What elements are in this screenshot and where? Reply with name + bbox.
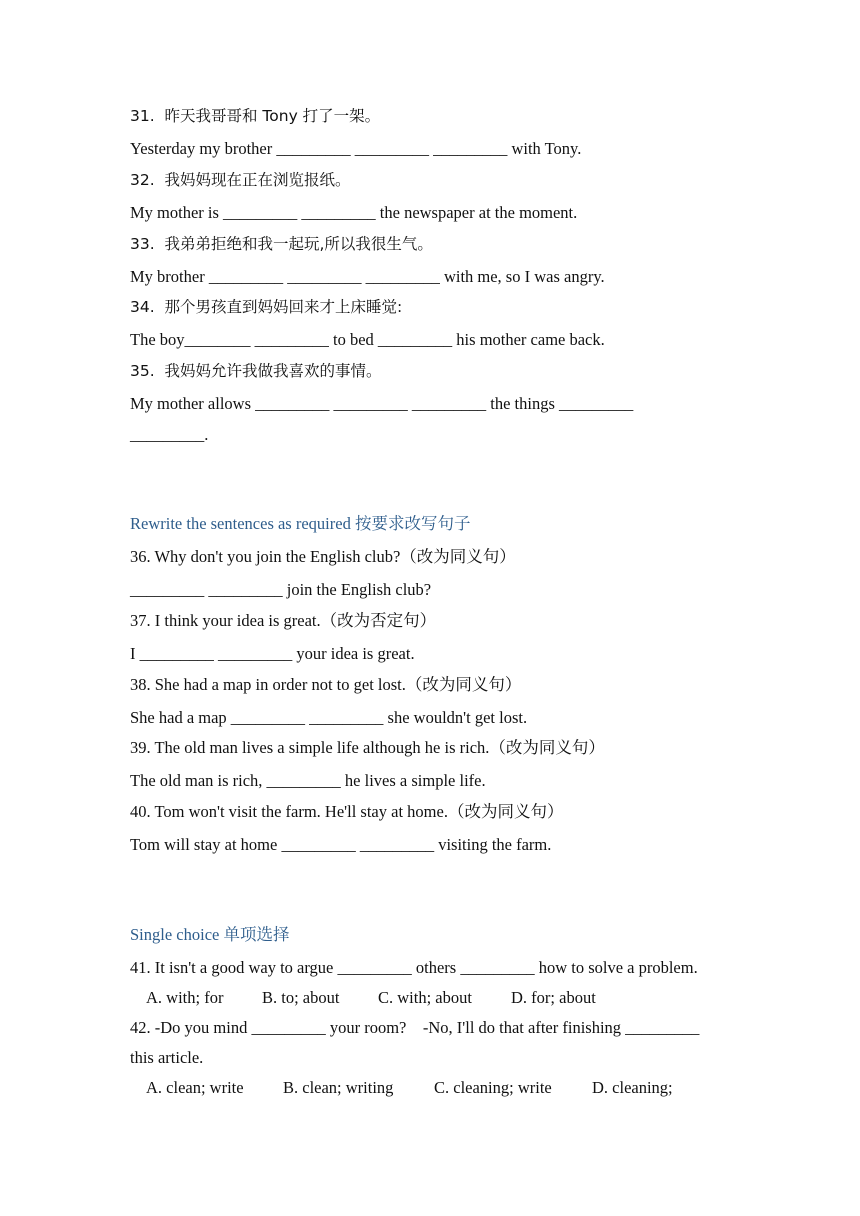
question-37-answer: I _________ _________ your idea is great. [130, 644, 415, 663]
question-31-prompt: 31. 昨天我哥哥和 Tony 打了一架。 [130, 107, 381, 125]
question-35-prompt: 35. 我妈妈允许我做我喜欢的事情。 [130, 362, 382, 380]
question-35-answer: My mother allows _________ _________ _________ the things _________ [130, 394, 634, 413]
option-d: D. cleaning; [592, 1078, 673, 1097]
option-b: B. to; about [262, 988, 340, 1007]
option-d: D. for; about [511, 988, 596, 1007]
question-42-stem: 42. -Do you mind _________ your room? -No, I'll do that after finishing _________ [130, 1018, 700, 1037]
option-c: C. cleaning; write [434, 1078, 552, 1097]
question-33-answer: My brother _________ _________ _________ with me, so I was angry. [130, 267, 605, 286]
question-32-answer: My mother is _________ _________ the newspaper at the moment. [130, 203, 578, 222]
question-42-options [146, 1078, 673, 1198]
section-heading-rewrite: Rewrite the sentences as required 按要求改写句子 [130, 514, 471, 533]
question-39-answer: The old man is rich, _________ he lives a simple life. [130, 771, 486, 790]
question-31-answer: Yesterday my brother _________ _________ _________ with Tony. [130, 139, 582, 158]
question-39-prompt: 39. The old man lives a simple life although he is rich.（改为同义句） [130, 738, 605, 757]
question-36-prompt: 36. Why don't you join the English club?（改为同义句） [130, 547, 516, 566]
question-34-answer: The boy________ _________ to bed _________ his mother came back. [130, 330, 605, 349]
question-38-answer: She had a map _________ _________ she wouldn't get lost. [130, 708, 528, 727]
question-38-prompt: 38. She had a map in order not to get lost.（改为同义句） [130, 675, 522, 694]
option-a: A. clean; write [146, 1078, 244, 1097]
question-40-answer: Tom will stay at home _________ _________ visiting the farm. [130, 835, 552, 854]
section-heading-single-choice: Single choice 单项选择 [130, 925, 290, 944]
question-32-prompt: 32. 我妈妈现在正在浏览报纸。 [130, 171, 351, 189]
question-34-prompt: 34. 那个男孩直到妈妈回来才上床睡觉: [130, 298, 403, 316]
question-33-prompt: 33. 我弟弟拒绝和我一起玩,所以我很生气。 [130, 235, 433, 253]
option-c: C. with; about [378, 988, 472, 1007]
option-a: A. with; for [146, 988, 224, 1007]
question-35-answer-continued: _________. [130, 425, 209, 444]
question-36-answer: _________ _________ join the English club? [130, 580, 432, 599]
question-41-stem: 41. It isn't a good way to argue _________ others _________ how to solve a problem. [130, 958, 698, 977]
question-37-prompt: 37. I think your idea is great.（改为否定句） [130, 611, 437, 630]
question-42-stem-continued: this article. [130, 1048, 204, 1067]
option-b: B. clean; writing [283, 1078, 394, 1097]
question-40-prompt: 40. Tom won't visit the farm. He'll stay at home.（改为同义句） [130, 802, 564, 821]
